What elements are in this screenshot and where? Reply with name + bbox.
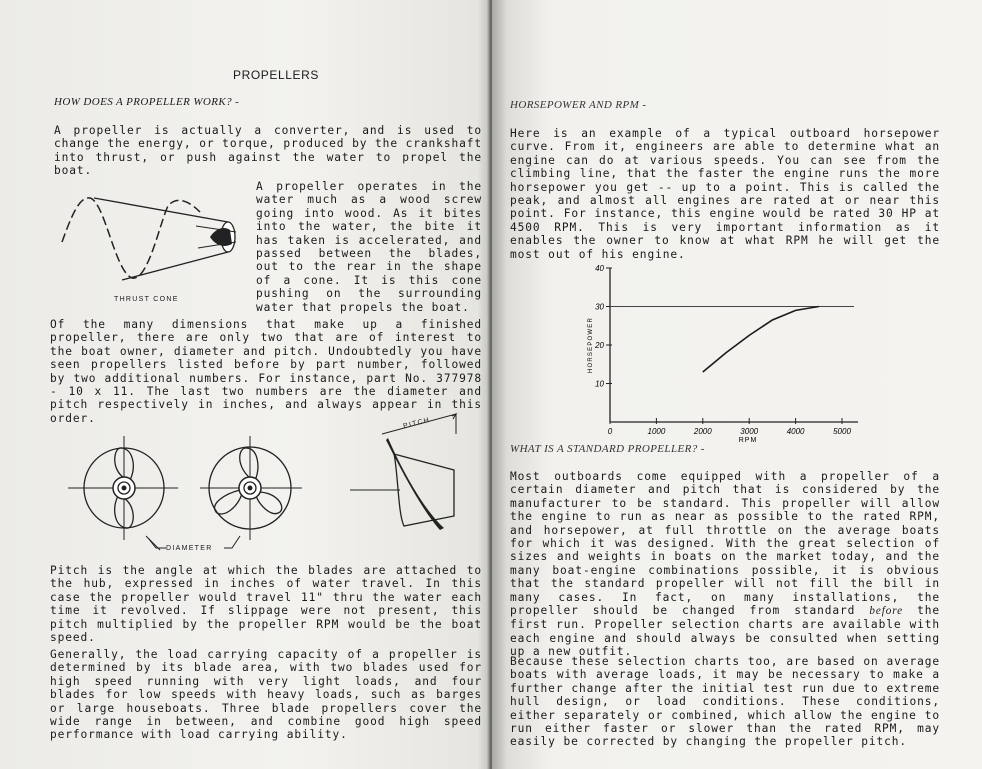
section-heading-horsepower: HORSEPOWER AND RPM -: [510, 99, 647, 111]
y-tick-label: 10: [595, 379, 604, 389]
thrust-cone-label: THRUST CONE: [114, 296, 179, 303]
x-tick-label: 0: [607, 427, 613, 436]
right-page: [492, 0, 982, 769]
load-paragraph: Generally, the load carrying capacity of a propeller is determined by its blade area, with two blades used for high speed running with very light loads, and four blades for low speeds with heavy loads, such as barges or large houseboats. Three blade propellers cover the wide range in between, and combine good high speed performance with load carrying ability.: [50, 648, 482, 742]
pitch-side-view-diagram: [344, 410, 474, 540]
x-axis-title: RPM: [738, 437, 758, 444]
pitch-label: PITCH: [402, 416, 431, 431]
horsepower-curve-line: [703, 307, 819, 372]
horsepower-paragraph: Here is an example of a typical outboard horsepower curve. From it, engineers are able to determine what an engine can do at various speeds. You can see from the climbing line, that the faster the engine runs the more horsepower you get -- up to a point. This is called the peak, and almost all engines are rated at or near this point. For instance, this engine would be rated 30 HP at 4500 RPM. This is very important information as it enables the owner to know at what RPM he will get the most out of his engine.: [510, 127, 940, 261]
diameter-label: DIAMETER: [166, 545, 213, 552]
page-title: PROPELLERS: [233, 68, 320, 82]
standard-text-part2: the first run. Propeller selection charts are available with each engine and should always be consulted when setting up a new outfit.: [510, 604, 940, 659]
y-axis-title: HORSEPOWER: [588, 316, 594, 374]
dimensions-paragraph: Of the many dimensions that make up a finished propeller, there are only two that are of interest to the boat owner, diameter and pitch. Undoubtedly you have seen propellers listed before by part number, followed by two additional numbers. For instance, part No. 377978 - 10 x 11. The last two numbers are the diameter and pitch respectively in inches, and always appear in this order.: [50, 318, 482, 425]
thrust-cone-diagram: [60, 192, 260, 288]
x-tick-label: 5000: [833, 427, 851, 436]
selection-charts-paragraph: Because these selection charts too, are based on average boats with average loads, it may be necessary to make a further change after the initial test run due to extreme hull design, or load conditions. These conditions, either separately or combined, which allow the engine to run either faster or slower than the rated RPM, may easily be corrected by changing the propeller pitch.: [510, 655, 940, 749]
x-tick-label: 2000: [693, 427, 712, 436]
section-heading-standard: WHAT IS A STANDARD PROPELLER? -: [510, 443, 705, 455]
y-tick-label: 20: [595, 341, 604, 350]
intro-paragraph: A propeller is actually a converter, and is used to change the energy, or torque, produced by the crankshaft into thrust, or push against the water to propel the boat.: [54, 124, 482, 178]
y-tick-label: 30: [595, 302, 604, 312]
x-tick-label: 3000: [740, 427, 759, 436]
standard-text-italic: before: [869, 605, 903, 618]
y-tick-label: 40: [595, 264, 604, 273]
standard-text-part1: Most outboards come equipped with a propeller of a certain diameter and pitch that is considered by the manufacturer to be standard. This propeller will allow the engine to run as near as possible to the rated RPM, and horsepower, at full throttle on the average boats for which it was designed. With the great selection of sizes and weights in boats on the market today, and the many boat-engine combinations possible, it is obvious that the standard propeller will not fill the bill in many cases. In fact, on many installations, the propeller should be changed from standard: [510, 470, 940, 618]
x-tick-label: 4000: [786, 427, 805, 436]
x-tick-label: 1000: [647, 427, 666, 436]
standard-paragraph: [510, 470, 940, 659]
two-blade-propeller-diagram: [64, 432, 180, 542]
pitch-paragraph: Pitch is the angle at which the blades are attached to the hub, expressed in inches of water travel. In this case the propeller would travel 11" thru the water each time it revolved. If slippage were not present, this pitch multiplied by the propeller RPM would be the boat speed.: [50, 564, 482, 645]
screw-paragraph: A propeller operates in the water much as a wood screw going into wood. As it bites into the water, the bite it has taken is accelerated, and passed between the blades, out to the rear in the shape of a cone. It is this cone pushing on the surrounding water that propels the boat.: [256, 180, 482, 314]
section-heading-how: HOW DOES A PROPELLER WORK? -: [54, 96, 240, 108]
three-blade-propeller-diagram: [196, 432, 306, 542]
